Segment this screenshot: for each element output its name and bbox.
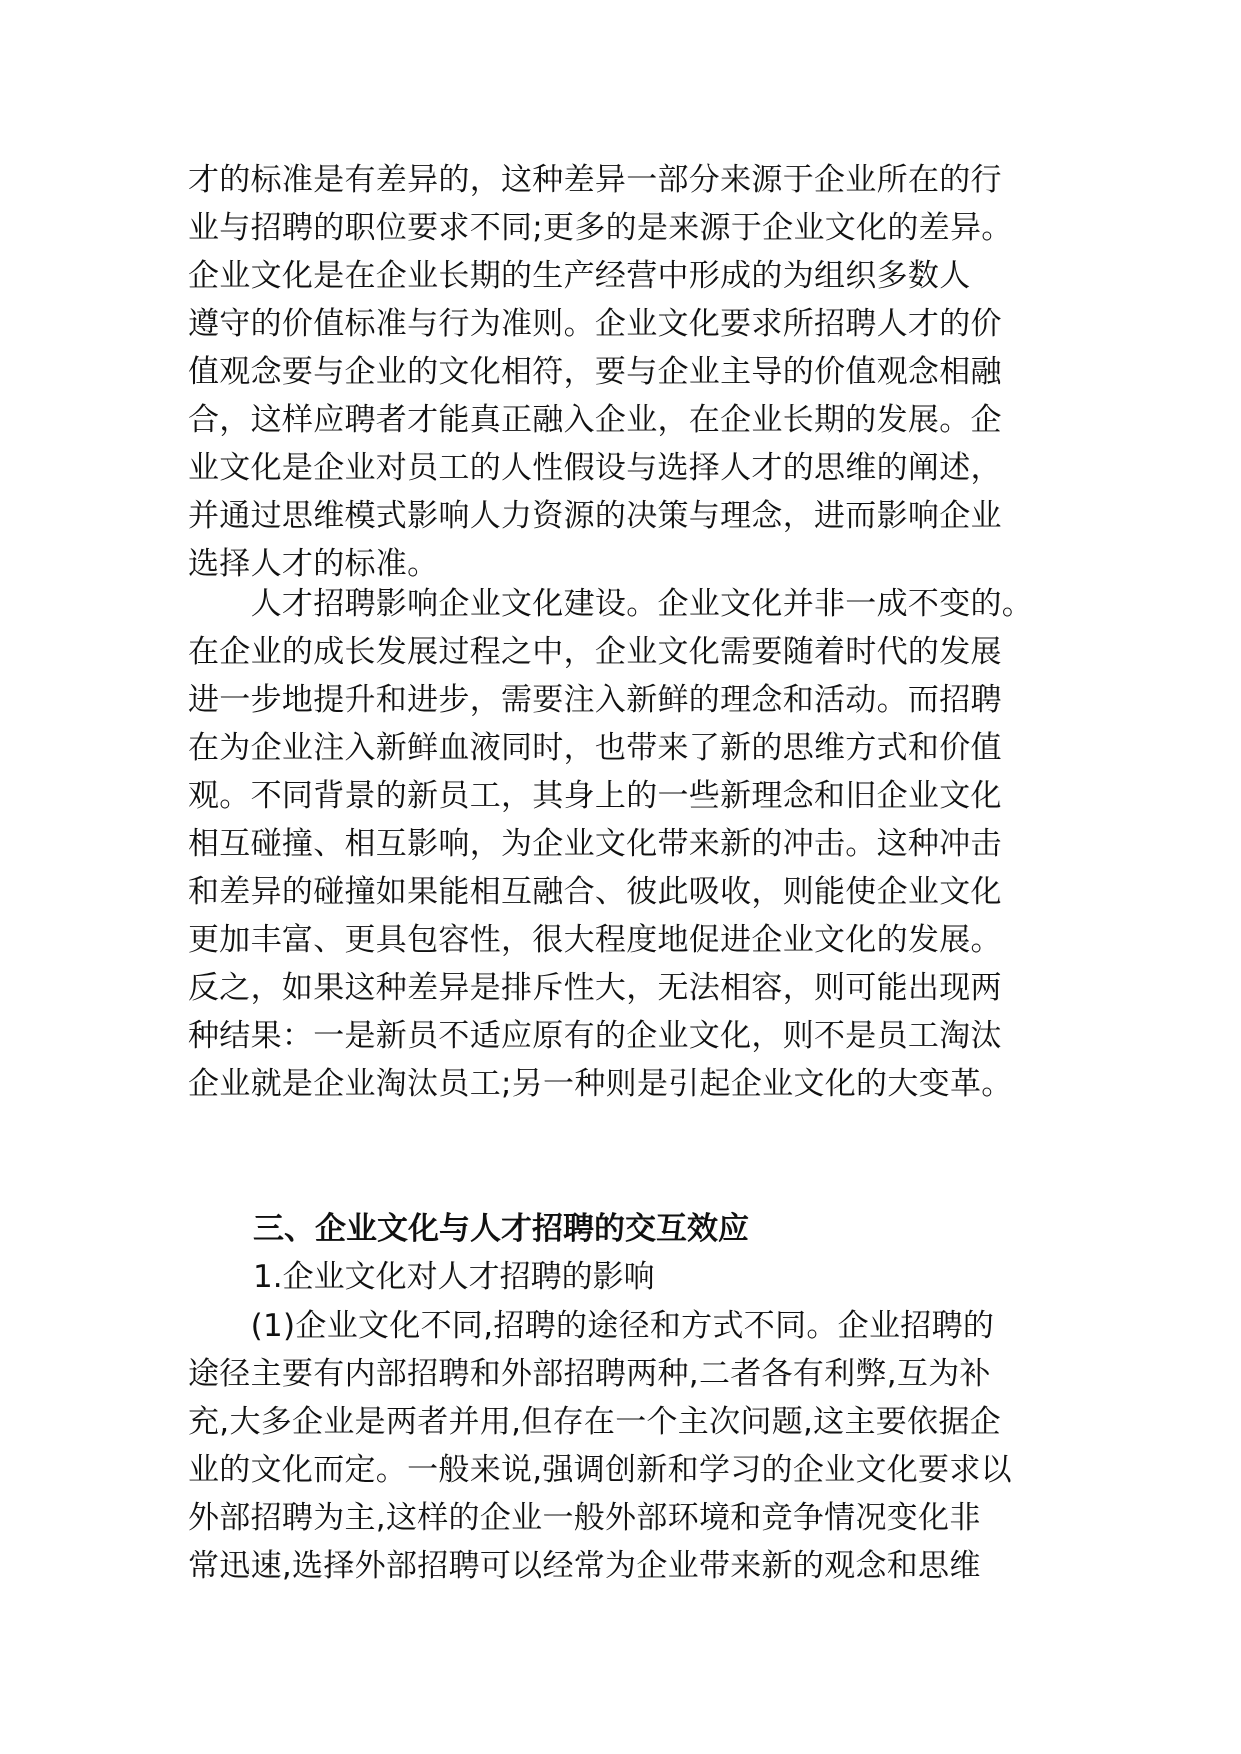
paragraph-1 xyxy=(188,156,1068,588)
paragraph-line: 值观念要与企业的文化相符，要与企业主导的价值观念相融 xyxy=(188,354,1002,390)
section-heading: 三、企业文化与人才招聘的交互效应 xyxy=(253,1211,749,1247)
paragraph-line: 人才招聘影响企业文化建设。企业文化并非一成不变的。 xyxy=(188,586,1034,622)
paragraph-line: 和差异的碰撞如果能相互融合、彼此吸收，则能使企业文化 xyxy=(188,874,1002,910)
paragraph-3 xyxy=(188,1302,1068,1590)
paragraph-line: 才的标准是有差异的，这种差异一部分来源于企业所在的行 xyxy=(188,162,1002,198)
paragraph-line: 观。不同背景的新员工，其身上的一些新理念和旧企业文化 xyxy=(188,778,1002,814)
paragraph-line: 业与招聘的职位要求不同;更多的是来源于企业文化的差异。 xyxy=(188,210,1013,246)
paragraph-line: 在为企业注入新鲜血液同时，也带来了新的思维方式和价值 xyxy=(188,730,1002,766)
paragraph-2 xyxy=(188,580,1068,1108)
paragraph-line: 选择人才的标准。 xyxy=(188,546,439,582)
paragraph-line: 企业文化是在企业长期的生产经营中形成的为组织多数人 xyxy=(188,258,971,294)
paragraph-line: 遵守的价值标准与行为准则。企业文化要求所招聘人才的价 xyxy=(188,306,1002,342)
paragraph-line: 企业就是企业淘汰员工;另一种则是引起企业文化的大变革。 xyxy=(188,1066,1013,1102)
paragraph-line: 并通过思维模式影响人力资源的决策与理念，进而影响企业 xyxy=(188,498,1002,534)
paragraph-line: 更加丰富、更具包容性，很大程度地促进企业文化的发展。 xyxy=(188,922,1002,958)
paragraph-line: 常迅速,选择外部招聘可以经常为企业带来新的观念和思维 xyxy=(188,1548,981,1584)
paragraph-line: 充,大多企业是两者并用,但存在一个主次问题,这主要依据企 xyxy=(188,1404,1001,1440)
paragraph-line: 业文化是企业对员工的人性假设与选择人才的思维的阐述， xyxy=(188,450,1002,486)
paragraph-line: 进一步地提升和进步，需要注入新鲜的理念和活动。而招聘 xyxy=(188,682,1002,718)
sub-heading: 1.企业文化对人才招聘的影响 xyxy=(253,1259,655,1295)
paragraph-line: 合，这样应聘者才能真正融入企业，在企业长期的发展。企 xyxy=(188,402,1002,438)
paragraph-line: 途径主要有内部招聘和外部招聘两种,二者各有利弊,互为补 xyxy=(188,1356,991,1392)
paragraph-line: (1)企业文化不同,招聘的途径和方式不同。企业招聘的 xyxy=(188,1308,995,1344)
paragraph-line: 业的文化而定。一般来说,强调创新和学习的企业文化要求以 xyxy=(188,1452,1012,1488)
paragraph-line: 外部招聘为主,这样的企业一般外部环境和竞争情况变化非 xyxy=(188,1500,981,1536)
paragraph-line: 相互碰撞、相互影响，为企业文化带来新的冲击。这种冲击 xyxy=(188,826,1002,862)
paragraph-line: 反之，如果这种差异是排斥性大，无法相容，则可能出现两 xyxy=(188,970,1002,1006)
paragraph-line: 种结果：一是新员不适应原有的企业文化，则不是员工淘汰 xyxy=(188,1018,1002,1054)
paragraph-line: 在企业的成长发展过程之中，企业文化需要随着时代的发展 xyxy=(188,634,1002,670)
